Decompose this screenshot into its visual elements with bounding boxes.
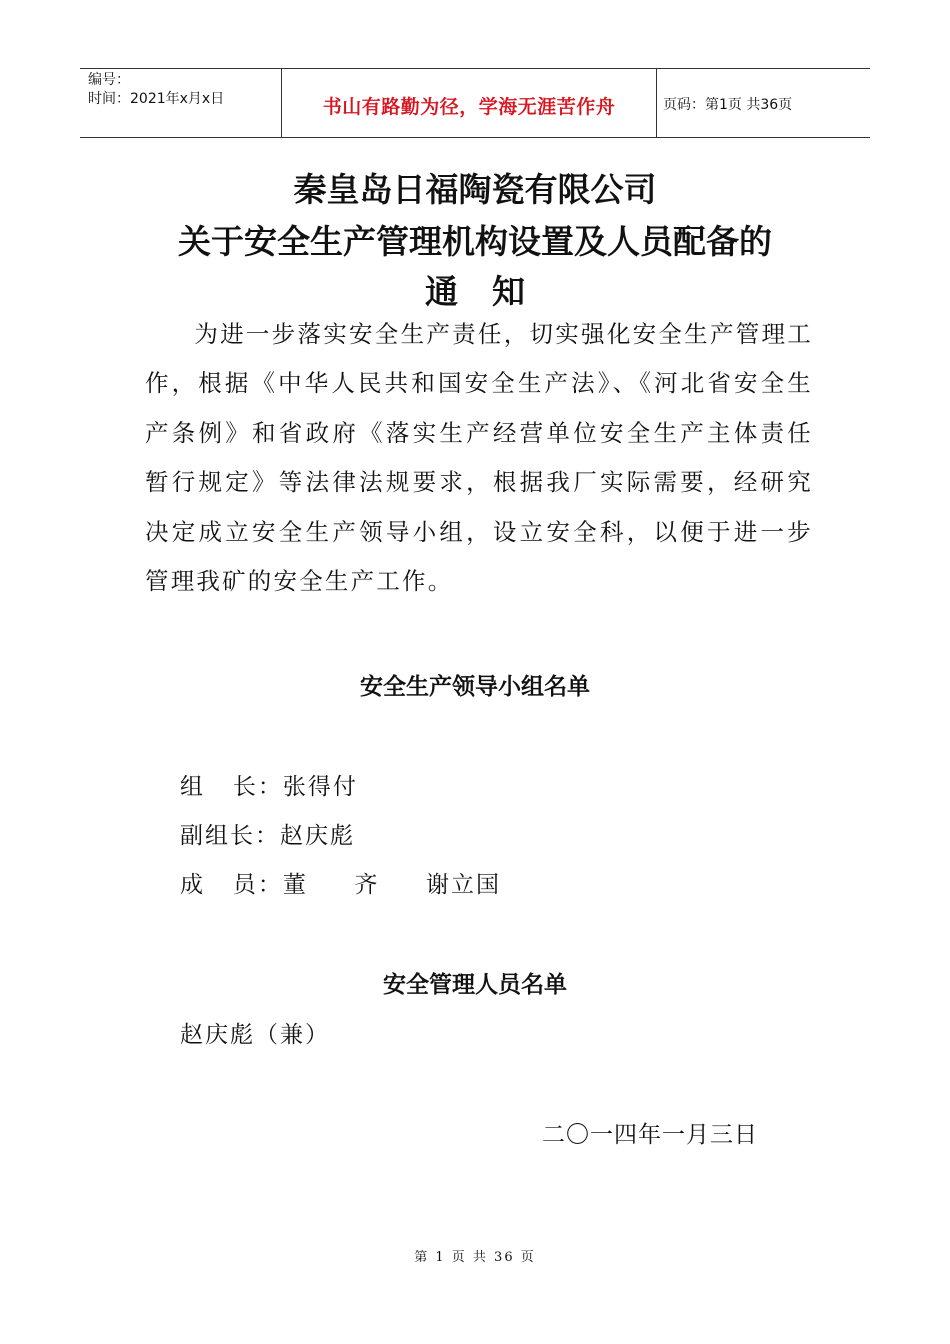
leader-row: 组 长：张得付 [180, 774, 358, 800]
header-motto: 书山有路勤为径，学海无涯苦作舟 [282, 69, 657, 137]
document-header [80, 68, 870, 138]
manager-name: 赵庆彪（兼） [180, 1022, 330, 1048]
members-row: 成 员：董 齐 谢立国 [180, 872, 502, 898]
notice-subject-title: 关于安全生产管理机构设置及人员配备的 [178, 222, 772, 261]
document-number-label: 编号： [88, 72, 130, 88]
company-title: 秦皇岛日福陶瓷有限公司 [293, 170, 657, 209]
document-time-label: 时间：2021年x月x日 [88, 91, 225, 107]
header-meta-cell [80, 69, 282, 137]
leadership-heading: 安全生产领导小组名单 [360, 673, 590, 700]
managers-heading: 安全管理人员名单 [383, 971, 567, 998]
page-footer: 第 1 页 共 36 页 [414, 1250, 536, 1265]
header-page-info: 页码：第1页 共36页 [663, 97, 793, 113]
notice-body [145, 310, 813, 606]
notice-paragraph: 为进一步落实安全生产责任，切实强化安全生产管理工作，根据《中华人民共和国安全生产法》、《河北省安全生产条例》和省政府《落实生产经营单位安全生产主体责任暂行规定》等法律法规要求，根据我厂实际需要，经研究决定成立安全生产领导小组，设立安全科，以便于进一步管理我矿的安全生产工作。 [145, 320, 813, 596]
notice-title: 通知 [425, 272, 559, 311]
deputy-row: 副组长：赵庆彪 [180, 823, 355, 849]
notice-date: 二〇一四年一月三日 [542, 1122, 758, 1148]
